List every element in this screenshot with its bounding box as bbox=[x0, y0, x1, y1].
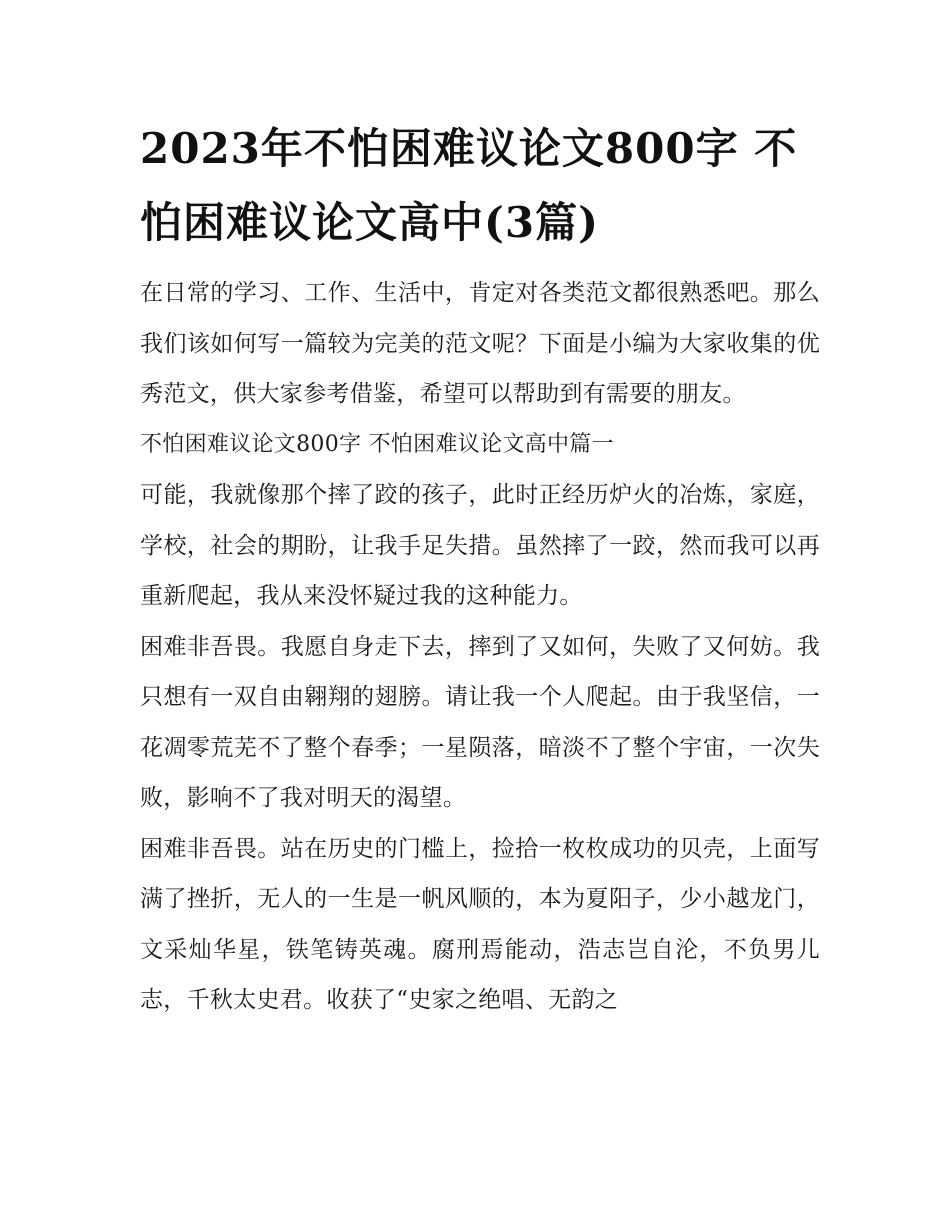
paragraph-list bbox=[140, 268, 820, 1026]
intro-paragraph: 在日常的学习、工作、生活中，肯定对各类范文都很熟悉吧。那么我们该如何写一篇较为完美的范文呢？下面是小编为大家收集的优秀范文，供大家参考借鉴，希望可以帮助到有需要的朋友。 bbox=[140, 280, 820, 407]
body-paragraph: 困难非吾畏。我愿自身走下去，摔到了又如何，失败了又何妨。我只想有一双自由翱翔的翅膀。请让我一个人爬起。由于我坚信，一花凋零荒芜不了整个春季；一星陨落，暗淡不了整个宇宙，一次失败，影响不了我对明天的渴望。 bbox=[140, 633, 820, 811]
document-title: 2023年不怕困难议论文800字 不怕困难议论文高中(3篇) bbox=[140, 124, 798, 247]
body-paragraph: 可能，我就像那个摔了跤的孩子，此时正经历炉火的冶炼，家庭，学校，社会的期盼，让我手足失措。虽然摔了一跤，然而我可以再重新爬起，我从来没怀疑过我的这种能力。 bbox=[140, 482, 820, 609]
document-body bbox=[140, 112, 820, 1026]
body-paragraph: 困难非吾畏。站在历史的门槛上，捡拾一枚枚成功的贝壳，上面写满了挫折，无人的一生是一帆风顺的，本为夏阳子，少小越龙门，文采灿华星，铁笔铸英魂。腐刑焉能动，浩志岂自沦，不负男儿志，千秋太史君。收获了“史家之绝唱、无韵之 bbox=[140, 835, 820, 1013]
section-heading: 不怕困难议论文800字 不怕困难议论文高中篇一 bbox=[140, 431, 614, 457]
